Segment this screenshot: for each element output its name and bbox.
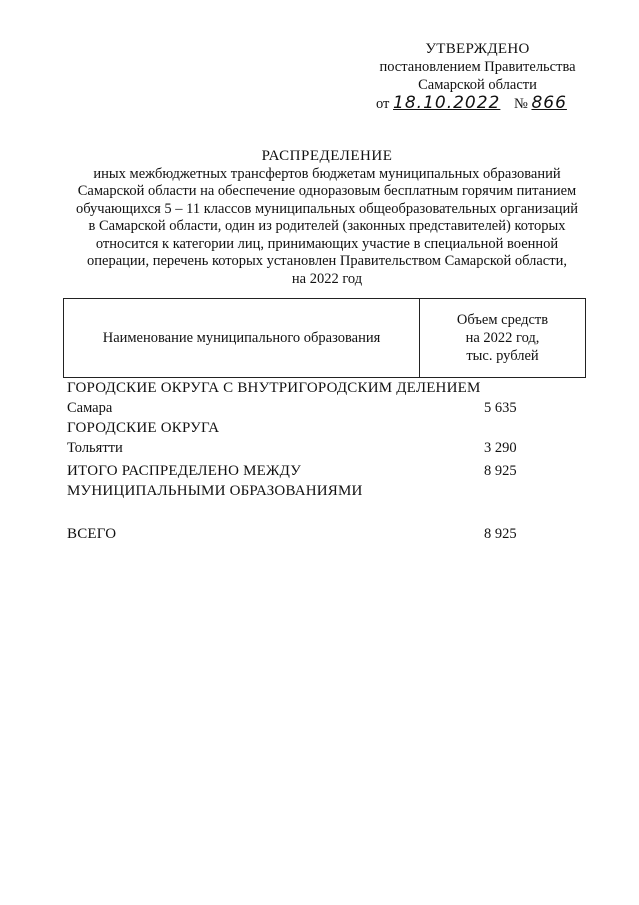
table-row: [67, 524, 587, 544]
row-value: 3 290: [484, 440, 517, 456]
row-label: МУНИЦИПАЛЬНЫМИ ОБРАЗОВАНИЯМИ: [67, 483, 363, 499]
approval-number: 866: [531, 93, 567, 113]
row-value: 8 925: [484, 463, 517, 479]
row-value: 5 635: [484, 400, 517, 416]
volume-header-line: тыс. рублей: [466, 348, 539, 364]
heading-line: относится к категории лиц, принимающих участие в специальной военной: [95, 235, 559, 252]
row-label: Тольятти: [67, 440, 123, 456]
table-row: [67, 378, 587, 398]
approval-date: 18.10.2022: [393, 93, 501, 113]
row-label: Самара: [67, 400, 113, 416]
heading-line: в Самарской области, один из родителей (законных представителей) которых: [88, 218, 566, 234]
table-row: [67, 481, 587, 501]
approval-title: УТВЕРЖДЕНО: [425, 41, 530, 57]
volume-header-line: на 2022 год,: [465, 330, 540, 346]
approval-line-2: Самарской области: [418, 77, 537, 93]
row-label: ИТОГО РАСПРЕДЕЛЕНО МЕЖДУ: [67, 463, 302, 479]
heading-line: на 2022 год: [291, 270, 363, 287]
document-heading: [60, 148, 594, 288]
table-row: [67, 418, 587, 438]
table-header: [63, 298, 586, 378]
table-body: [67, 378, 587, 542]
row-label: ГОРОДСКИЕ ОКРУГА С ВНУТРИГОРОДСКИМ ДЕЛЕНИЕМ: [67, 380, 481, 396]
column-header-name: Наименование муниципального образования: [64, 299, 420, 377]
row-label: ВСЕГО: [67, 526, 117, 542]
approval-line-1: постановлением Правительства: [379, 59, 576, 75]
row-value: 8 925: [484, 526, 517, 542]
heading-line: Самарской области на обеспечение одноразовым бесплатным горячим питанием: [77, 183, 577, 199]
heading-line: обучающихся 5 – 11 классов муниципальных общеобразовательных организаций: [75, 200, 579, 217]
table-row: [67, 398, 587, 418]
heading-line: операции, перечень которых установлен Правительством Самарской области,: [87, 253, 567, 269]
row-label: ГОРОДСКИЕ ОКРУГА: [67, 420, 220, 436]
table-row: [67, 461, 587, 481]
number-prefix: №: [514, 96, 528, 112]
approval-date-line: [360, 94, 595, 113]
document-title: РАСПРЕДЕЛЕНИЕ: [261, 148, 393, 164]
table-row: [67, 438, 587, 458]
column-header-volume: [420, 299, 585, 377]
date-prefix: от: [376, 96, 390, 112]
approval-stamp: [360, 40, 595, 113]
volume-header-line: Объем средств: [456, 312, 549, 328]
heading-line: иных межбюджетных трансфертов бюджетам муниципальных образований: [93, 165, 561, 182]
